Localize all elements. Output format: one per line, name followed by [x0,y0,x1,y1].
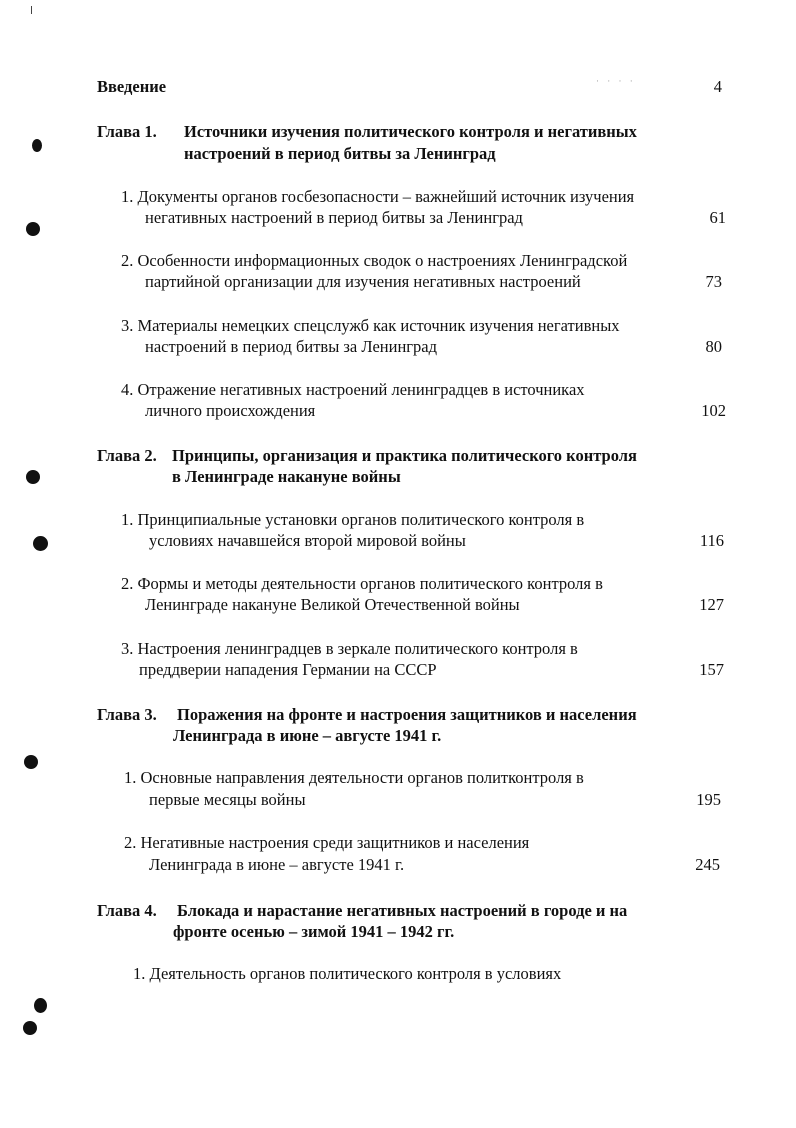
binder-hole-7 [23,1021,37,1035]
chapter-1-section-1-page: 61 [709,208,726,227]
chapter-1-section-1-line2: негативных настроений в период битвы за Ленинград [145,208,523,227]
chapter-3-title-line1: Поражения на фронте и настроения защитников и населения [177,705,637,724]
chapter-1-section-2-line2: партийной организации для изучения негативных настроений [145,272,581,291]
chapter-3-section-2-page: 245 [695,855,720,874]
binder-hole-3 [26,470,40,484]
chapter-4-section-1-line1: 1. Деятельность органов политического контроля в условиях [133,964,562,983]
chapter-3-section-1-line1: 1. Основные направления деятельности органов политконтроля в [124,768,584,787]
chapter-2-section-3-page: 157 [699,660,724,679]
chapter-2-title-line1: Принципы, организация и практика политического контроля [172,446,637,465]
binder-hole-1 [32,139,42,152]
binder-hole-4 [33,536,48,551]
binder-hole-6 [34,998,47,1013]
chapter-2-section-1-line1: 1. Принципиальные установки органов политического контроля в [121,510,585,529]
chapter-1-section-3-page: 80 [705,337,722,356]
chapter-1-section-4-page: 102 [701,401,726,420]
chapter-2-section-1-page: 116 [699,531,724,550]
chapter-1-section-3-line2: настроений в период битвы за Ленинград [145,337,438,356]
chapter-2-section-2-page: 127 [699,595,724,614]
chapter-3-prefix: Глава 3. [97,705,157,724]
chapter-1-section-2-page: 73 [705,272,722,291]
chapter-4-title-line1: Блокада и нарастание негативных настроений в городе и на [177,901,628,920]
intro-label: Введение [97,77,167,96]
chapter-1-title-line1: Источники изучения политического контроля и негативных [184,122,637,141]
chapter-4-prefix: Глава 4. [97,901,157,920]
chapter-1-section-4-line2: личного происхождения [145,401,316,420]
chapter-2-section-1-line2: условиях начавшейся второй мировой войны [149,531,466,550]
chapter-2-title-line2: в Ленинграде накануне войны [172,467,401,486]
chapter-1-title-line2: настроений в период битвы за Ленинград [184,144,496,163]
scan-specks: · · · · [596,76,636,86]
intro-page-number: 4 [713,77,722,96]
binder-hole-2 [26,222,40,236]
chapter-3-title-line2: Ленинграда в июне – августе 1941 г. [173,726,442,745]
chapter-2-section-3-line1: 3. Настроения ленинградцев в зеркале политического контроля в [121,639,578,658]
chapter-2-section-3-line2: преддверии нападения Германии на СССР [139,660,437,679]
chapter-3-section-2-line1: 2. Негативные настроения среди защитников и населения [124,833,530,852]
chapter-2-prefix: Глава 2. [97,446,157,465]
chapter-1-prefix: Глава 1. [97,122,157,141]
chapter-1-section-2-line1: 2. Особенности информационных сводок о настроениях Ленинградской [121,251,628,270]
chapter-1-section-4-line1: 4. Отражение негативных настроений ленинградцев в источниках [121,380,585,399]
chapter-3-section-1-page: 195 [696,790,721,809]
chapter-3-section-1-line2: первые месяцы войны [149,790,306,809]
chapter-2-section-2-line1: 2. Формы и методы деятельности органов политического контроля в [121,574,603,593]
binder-hole-5 [24,755,38,769]
chapter-1-section-3-line1: 3. Материалы немецких спецслужб как источник изучения негативных [121,316,620,335]
chapter-1-section-1-line1: 1. Документы органов госбезопасности – важнейший источник изучения [121,187,635,206]
scan-artifact-tick [31,6,32,14]
chapter-3-section-2-line2: Ленинграда в июне – августе 1941 г. [149,855,405,874]
chapter-2-section-2-line2: Ленинграде накануне Великой Отечественной войны [145,595,520,614]
chapter-4-title-line2: фронте осенью – зимой 1941 – 1942 гг. [173,922,455,941]
